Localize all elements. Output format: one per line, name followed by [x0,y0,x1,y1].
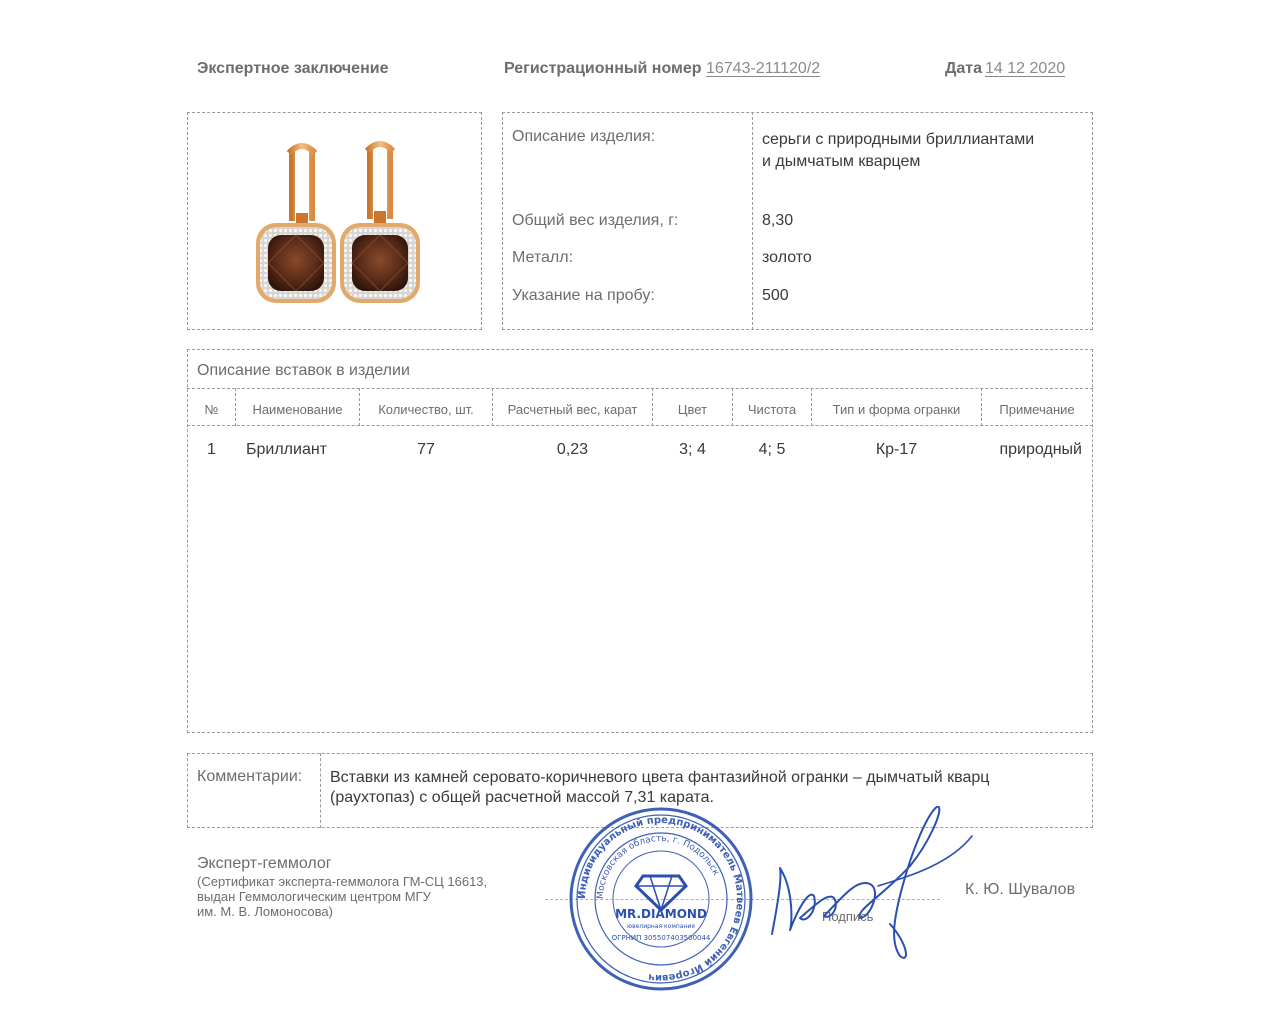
stamp-region-text: Московская область, г. Подольск [595,833,721,900]
column-header-clarity: Чистота [747,402,797,417]
cell-color: 3; 4 [679,441,706,458]
registration-field [504,60,820,78]
column-header-cut: Тип и форма огранки [832,402,961,417]
cell-clarity: 4; 5 [758,441,786,458]
item-panel-divider [752,112,753,330]
expert-title: Эксперт-геммолог [197,855,332,872]
earrings-image [188,113,481,329]
metal-value: золото [762,249,812,266]
product-photo-frame [187,112,482,330]
description-line-1: серьги с природными бриллиантами [762,131,1035,148]
column-header-note: Примечание [999,402,1075,417]
description-line-2: и дымчатым кварцем [762,153,921,170]
comments-label: Комментарии: [197,768,303,785]
weight-label: Общий вес изделия, г: [512,212,679,229]
cell-note: природный [999,441,1082,458]
expert-name: К. Ю. Шувалов [965,881,1076,898]
certificate-line-1: (Сертификат эксперта-геммолога ГМ-СЦ 16613, [197,874,488,889]
stamp-brand-sub: ювелирная компания [627,923,695,930]
comments-text [330,768,989,808]
cell-quantity: 77 [417,441,435,458]
stamp-ogrn: ОГРНИП 305507403500044 [611,934,711,942]
document-title: Экспертное заключение [197,60,389,77]
comments-divider [320,753,321,828]
date-value: 14 12 2020 [985,60,1066,77]
stamp-brand: MR.DIAMOND [615,907,707,921]
expert-certificate [197,874,487,919]
handwritten-signature [760,806,980,966]
cell-weight: 0,23 [556,441,589,458]
registration-label: Регистрационный номер [504,60,702,77]
date-label: Дата [945,60,983,77]
inserts-title-divider [187,388,1093,389]
cell-number: 1 [207,441,216,458]
assay-value: 500 [762,287,789,304]
right-earring [340,144,420,303]
weight-value: 8,30 [762,212,794,229]
metal-label: Металл: [512,249,574,266]
certificate-line-2: выдан Геммологическим центром МГУ [197,889,431,904]
cell-cut: Кр-17 [875,441,918,458]
signature-label: Подпись [822,909,874,924]
inserts-title: Описание вставок в изделии [197,362,410,379]
description-value [762,129,1034,173]
registration-number: 16743-211120/2 [705,60,821,77]
certificate-line-3: им. М. В. Ломоносова) [197,904,333,919]
diamond-logo-icon [636,876,686,910]
column-header-color: Цвет [677,402,708,417]
comments-line-1: Вставки из камней серовато-коричневого цвета фантазийной огранки – дымчатый кварц [330,769,990,786]
left-earring [256,146,336,303]
inserts-header-divider [187,425,1093,426]
assay-label: Указание на пробу: [512,287,655,304]
description-label: Описание изделия: [512,128,656,145]
date-field [945,60,1065,78]
comments-line-2: (раухтопаз) с общей расчетной массой 7,31 карата. [330,789,714,806]
company-stamp [568,806,754,992]
column-header-name: Наименование [252,402,343,417]
column-header-number: № [204,402,219,417]
cell-name: Бриллиант [246,441,328,458]
column-header-quantity: Количество, шт. [378,402,474,417]
stamp-ring-text: Индивидуальный предприниматель Матвеев Евгений Игоревич [576,814,746,984]
column-header-weight: Расчетный вес, карат [507,402,638,417]
